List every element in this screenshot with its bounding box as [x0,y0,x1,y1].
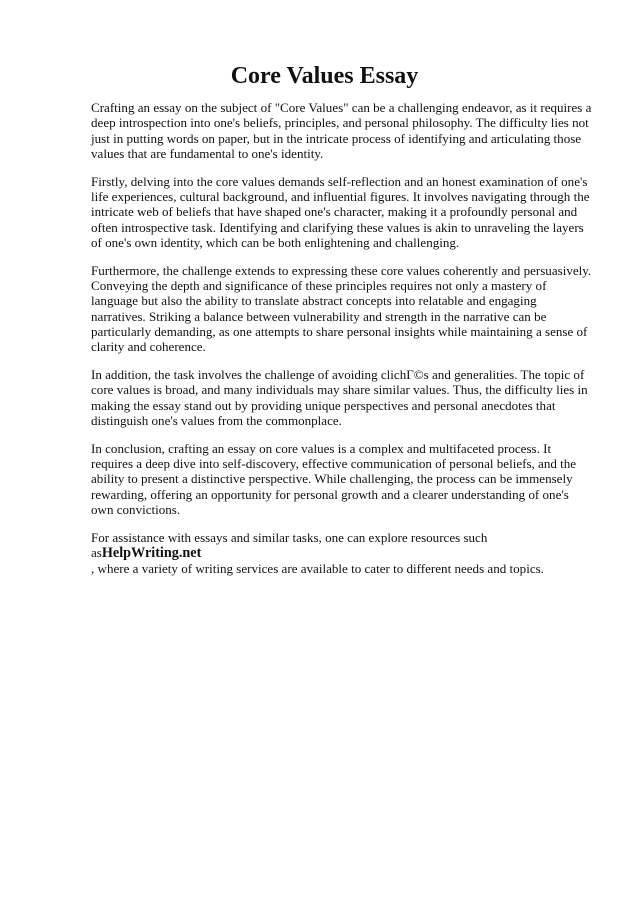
page-title: Core Values Essay [230,63,419,89]
paragraph-intro: Crafting an essay on the subject of "Core Values" can be a challenging endeavor, as it requires a deep introspection into one's beliefs, principles, and personal philosophy. The difficulty lies not just in putting words on paper, but in the intricate process of identifying and articulating those values that are fundamental to one's identity. [91,100,592,161]
paragraph-firstly: Firstly, delving into the core values demands self-reflection and an honest examination of one's life experiences, cultural background, and influential figures. It involves navigating through the intricate web of beliefs that have shaped one's character, making it a profoundly personal and often introspective task. Identifying and clarifying these values is akin to unraveling the layers of one's own identity, which can be both enlightening and challenging. [91,173,590,250]
closing-text-before: For assistance with essays and similar tasks, one can explore resources such as [91,529,488,560]
helpwriting-link[interactable]: HelpWriting.net [101,544,202,561]
closing-text-after: , where a variety of writing services are available to cater to different needs and topics. [91,561,544,577]
paragraph-in-addition: In addition, the task involves the challenge of avoiding clichГ©s and generalities. The topic of core values is broad, and many individuals may share similar values. Thus, the difficulty lies in making the essay stand out by providing unique perspectives and personal anecdotes that distinguish one's values from the commonplace. [91,366,588,428]
paragraph-closing [91,530,594,577]
paragraph-conclusion: In conclusion, crafting an essay on core values is a complex and multifaceted process. It requires a deep dive into self-discovery, effective communication of personal beliefs, and the ability to present a distinctive perspective. While challenging, the process can be immensely rewarding, offering an opportunity for personal growth and a clearer understanding of one's own convictions. [91,440,577,517]
paragraph-furthermore: Furthermore, the challenge extends to expressing these core values coherently and persuasively. Conveying the depth and significance of these principles requires not only a mastery of language but also the ability to translate abstract concepts into relatable and engaging narratives. Striking a balance between vulnerability and strength in the narrative can be particularly demanding, as one attempts to share personal insights while maintaining a sense of clarity and coherence. [91,262,592,355]
